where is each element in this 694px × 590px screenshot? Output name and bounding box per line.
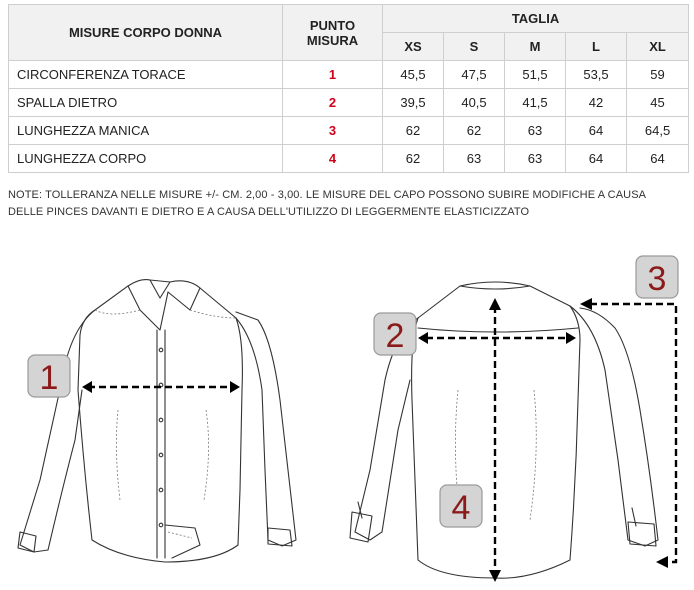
point-header	[283, 5, 383, 61]
row-value: 39,5	[383, 89, 444, 117]
table-row	[9, 145, 689, 173]
row-value: 63	[505, 145, 566, 173]
note-line-1: NOTE: TOLLERANZA NELLE MISURE +/- CM. 2,00 - 3,00. LE MISURE DEL CAPO POSSONO SUBIRE MODIFICHE A CAUSA	[8, 189, 647, 201]
row-value: 47,5	[444, 61, 505, 89]
row-value: 63	[444, 145, 505, 173]
row-value: 62	[383, 145, 444, 173]
size-col-l: L	[566, 33, 627, 61]
table-row	[9, 61, 689, 89]
row-value: 64	[566, 117, 627, 145]
row-value: 53,5	[566, 61, 627, 89]
note-line-2: DELLE PINCES DAVANTI E DIETRO E A CAUSA DELL'UTILIZZO DI LEGGERMENTE ELASTICIZZATO	[8, 206, 530, 218]
badge-point-3	[636, 256, 678, 298]
size-col-m: M	[505, 33, 566, 61]
size-col-s: S	[444, 33, 505, 61]
row-value: 62	[444, 117, 505, 145]
row-label: CIRCONFERENZA TORACE	[9, 61, 283, 89]
measure-line-shoulder	[418, 332, 576, 344]
point-header-line2: MISURA	[306, 32, 359, 48]
table-title-header: MISURE CORPO DONNA	[9, 5, 283, 61]
badge-point-1	[28, 355, 70, 397]
badge-4-label: 4	[451, 489, 471, 527]
row-value: 64	[627, 145, 689, 173]
row-point: 4	[283, 145, 383, 173]
row-value: 64,5	[627, 117, 689, 145]
row-value: 45	[627, 89, 689, 117]
badge-3-label: 3	[647, 260, 667, 298]
row-value: 64	[566, 145, 627, 173]
row-value: 63	[505, 117, 566, 145]
size-header: TAGLIA	[383, 5, 689, 33]
tolerance-note	[8, 187, 688, 221]
badge-2-label: 2	[385, 317, 405, 355]
size-col-xs: XS	[383, 33, 444, 61]
size-table	[8, 4, 689, 173]
row-value: 41,5	[505, 89, 566, 117]
badge-point-2	[374, 313, 416, 355]
row-point: 3	[283, 117, 383, 145]
row-value: 42	[566, 89, 627, 117]
row-value: 59	[627, 61, 689, 89]
table-row	[9, 117, 689, 145]
badge-1-label: 1	[39, 359, 59, 397]
row-value: 62	[383, 117, 444, 145]
row-value: 45,5	[383, 61, 444, 89]
front-shirt-drawing	[18, 280, 296, 562]
size-col-xl: XL	[627, 33, 689, 61]
row-point: 1	[283, 61, 383, 89]
measure-line-body-length	[489, 298, 501, 582]
row-label: SPALLA DIETRO	[9, 89, 283, 117]
row-value: 40,5	[444, 89, 505, 117]
row-point: 2	[283, 89, 383, 117]
shirt-measurement-diagram	[0, 240, 694, 590]
row-label: LUNGHEZZA MANICA	[9, 117, 283, 145]
row-label: LUNGHEZZA CORPO	[9, 145, 283, 173]
table-row	[9, 89, 689, 117]
point-header-line1: PUNTO	[309, 17, 356, 33]
row-value: 51,5	[505, 61, 566, 89]
badge-point-4	[440, 485, 482, 527]
